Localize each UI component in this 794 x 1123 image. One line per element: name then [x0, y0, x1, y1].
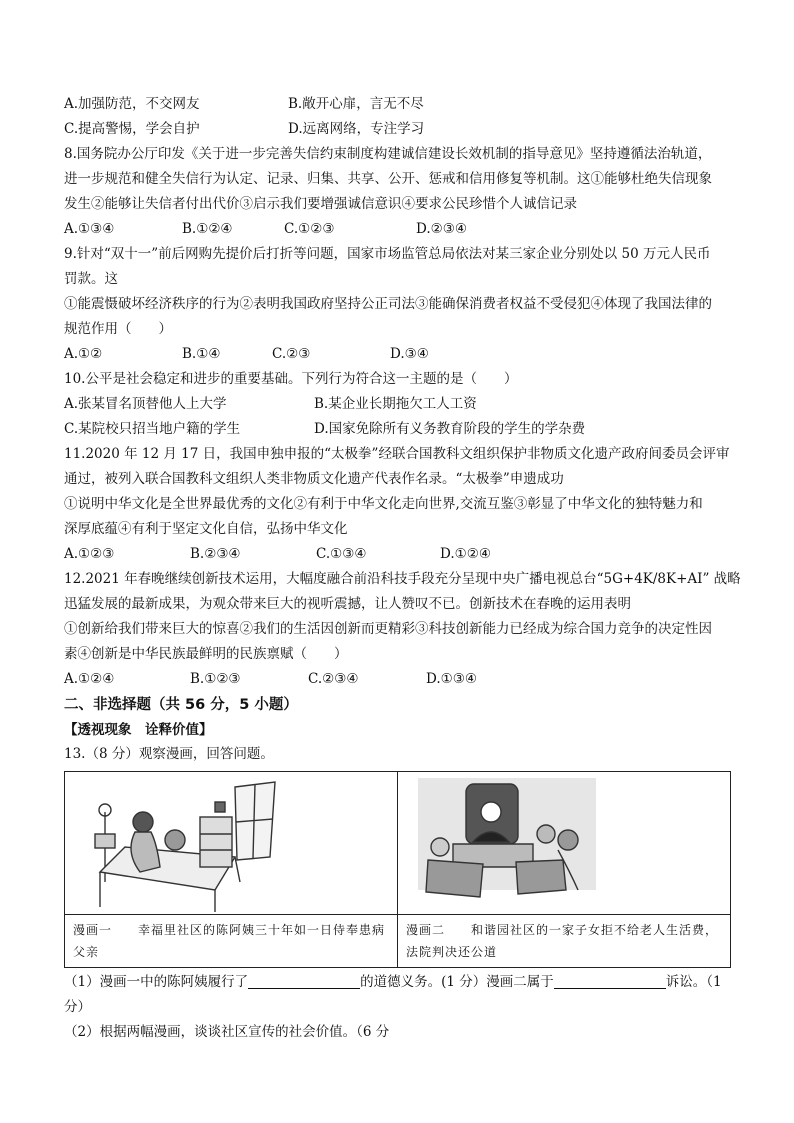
q13-stem: 13.（8 分）观察漫画，回答问题。: [64, 746, 274, 762]
cartoon-2-image: [398, 772, 730, 915]
q10-options-row-2: [64, 417, 736, 442]
q7-options-row-1: [64, 92, 736, 117]
q9-options: [64, 342, 736, 367]
q13-sub-1-line-2: 分）: [64, 999, 91, 1015]
q8-option-b[interactable]: B.①②④: [182, 221, 233, 237]
q8-stem-line-2: 进一步规范和健全失信行为认定、记录、归集、共享、公开、惩戒和信用修复等机制。这①能够杜绝失信现象: [64, 171, 712, 187]
q12-stem-line-3: ①创新给我们带来巨大的惊喜②我们的生活因创新而更精彩③科技创新能力已经成为综合国力竞争的决定性因: [64, 621, 712, 637]
q12-option-a[interactable]: A.①②④: [64, 671, 115, 687]
q11-option-c[interactable]: C.①③④: [316, 546, 367, 562]
q12-stem-line-4: 素④创新是中华民族最鲜明的民族禀赋（ ）: [64, 646, 348, 662]
q10-option-a[interactable]: A.张某冒名顶替他人上大学: [64, 396, 227, 412]
q7-option-d[interactable]: D.远离网络，专注学习: [288, 121, 425, 137]
q13-sub-1-part-c: 诉讼。（1: [665, 974, 722, 990]
q12-option-d[interactable]: D.①③④: [426, 671, 477, 687]
section-2-title: 二、非选择题（共 56 分，5 小题）: [64, 697, 298, 713]
q7-option-c[interactable]: C.提高警惕，学会自护: [64, 121, 200, 137]
q9-option-d[interactable]: D.③④: [390, 346, 429, 362]
q12-option-b[interactable]: B.①②③: [190, 671, 241, 687]
q13-sub-2: （2）根据两幅漫画，谈谈社区宣传的社会价值。（6 分: [64, 1024, 390, 1040]
cartoon-1-illustration: [65, 772, 398, 914]
cartoon-2-illustration: [398, 772, 730, 914]
cartoon-table: [64, 771, 731, 968]
q13-sub-1-part-b: 的道德义务。(1 分）漫画二属于: [360, 974, 554, 990]
q11-option-a[interactable]: A.①②③: [64, 546, 115, 562]
q11-stem-line-3: ①说明中华文化是全世界最优秀的文化②有利于中华文化走向世界,交流互鉴③彰显了中华文化的独特魅力和: [64, 496, 703, 512]
q8-option-a[interactable]: A.①③④: [64, 221, 115, 237]
q12-option-c[interactable]: C.②③④: [308, 671, 359, 687]
q7-options-row-2: [64, 117, 736, 142]
q12-stem-line-2: 迅猛发展的最新成果，为观众带来巨大的视听震撼，让人赞叹不已。创新技术在春晚的运用表明: [64, 596, 631, 612]
answer-blank-2[interactable]: [554, 973, 666, 989]
q8-stem-line-1: 8.国务院办公厅印发《关于进一步完善失信约束制度构建诚信建设长效机制的指导意见》坚持遵循法治轨道，: [64, 146, 712, 162]
q11-stem-line-1: 11.2020 年 12 月 17 日，我国申独申报的“太极拳”经联合国教科文组织保护非物质文化遗产政府间委员会评审: [64, 446, 730, 462]
q10-options-row-1: [64, 392, 736, 417]
cartoon-2-caption: 漫画二 和谐园社区的一家子女拒不给老人生活费，法院判决还公道: [406, 923, 719, 959]
q10-stem: 10.公平是社会稳定和进步的重要基础。下列行为符合这一主题的是（ ）: [64, 371, 518, 387]
cartoon-1-image: [65, 772, 398, 915]
cartoon-1-caption: 漫画一 幸福里社区的陈阿姨三十年如一日侍奉患病父亲: [65, 915, 398, 967]
q8-stem-line-3: 发生②能够让失信者付出代价③启示我们要增强诚信意识④要求公民珍惜个人诚信记录: [64, 196, 577, 212]
q13-sub-1-line-1: [64, 970, 736, 995]
q11-option-b[interactable]: B.②③④: [190, 546, 241, 562]
q8-option-d[interactable]: D.②③④: [416, 221, 467, 237]
q8-options: [64, 217, 736, 242]
q11-stem-line-2: 通过，被列入联合国教科文组织人类非物质文化遗产代表作名录。“太极拳”申遗成功: [64, 471, 564, 487]
q11-stem-line-4: 深厚底蕴④有利于坚定文化自信，弘扬中华文化: [64, 521, 348, 537]
answer-blank-1[interactable]: [248, 973, 360, 989]
q11-options: [64, 542, 736, 567]
section-2-subtitle: 【透视现象 诠释价值】: [64, 722, 213, 738]
q10-option-c[interactable]: C.某院校只招当地户籍的学生: [64, 421, 241, 437]
q8-option-c[interactable]: C.①②③: [284, 221, 335, 237]
q10-option-b[interactable]: B.某企业长期拖欠工人工资: [314, 396, 477, 412]
q9-option-c[interactable]: C.②③: [272, 346, 311, 362]
q13-sub-1-part-a: （1）漫画一中的陈阿姨履行了: [64, 974, 249, 990]
exam-page: [64, 92, 741, 1045]
q9-stem-line-4: 规范作用（ ）: [64, 321, 172, 337]
q7-option-a[interactable]: A.加强防范，不交网友: [64, 96, 200, 112]
q11-option-d[interactable]: D.①②④: [440, 546, 491, 562]
q9-option-b[interactable]: B.①④: [182, 346, 221, 362]
q7-option-b[interactable]: B.敞开心扉，言无不尽: [288, 96, 424, 112]
q9-stem-line-1: 9.针对“双十一”前后网购先提价后打折等问题，国家市场监管总局依法对某三家企业分别处以 50 万元人民币: [64, 246, 711, 262]
q12-stem-line-1: 12.2021 年春晚继续创新技术运用，大幅度融合前沿科技手段充分呈现中央广播电视总台“5G+4K/8K+AI” 战略: [64, 571, 741, 587]
q9-stem-line-2: 罚款。这: [64, 271, 118, 287]
q9-stem-line-3: ①能震慑破坏经济秩序的行为②表明我国政府坚持公正司法③能确保消费者权益不受侵犯④体现了我国法律的: [64, 296, 712, 312]
q9-option-a[interactable]: A.①②: [64, 346, 103, 362]
q12-options: [64, 667, 736, 692]
q10-option-d[interactable]: D.国家免除所有义务教育阶段的学生的学杂费: [314, 421, 586, 437]
